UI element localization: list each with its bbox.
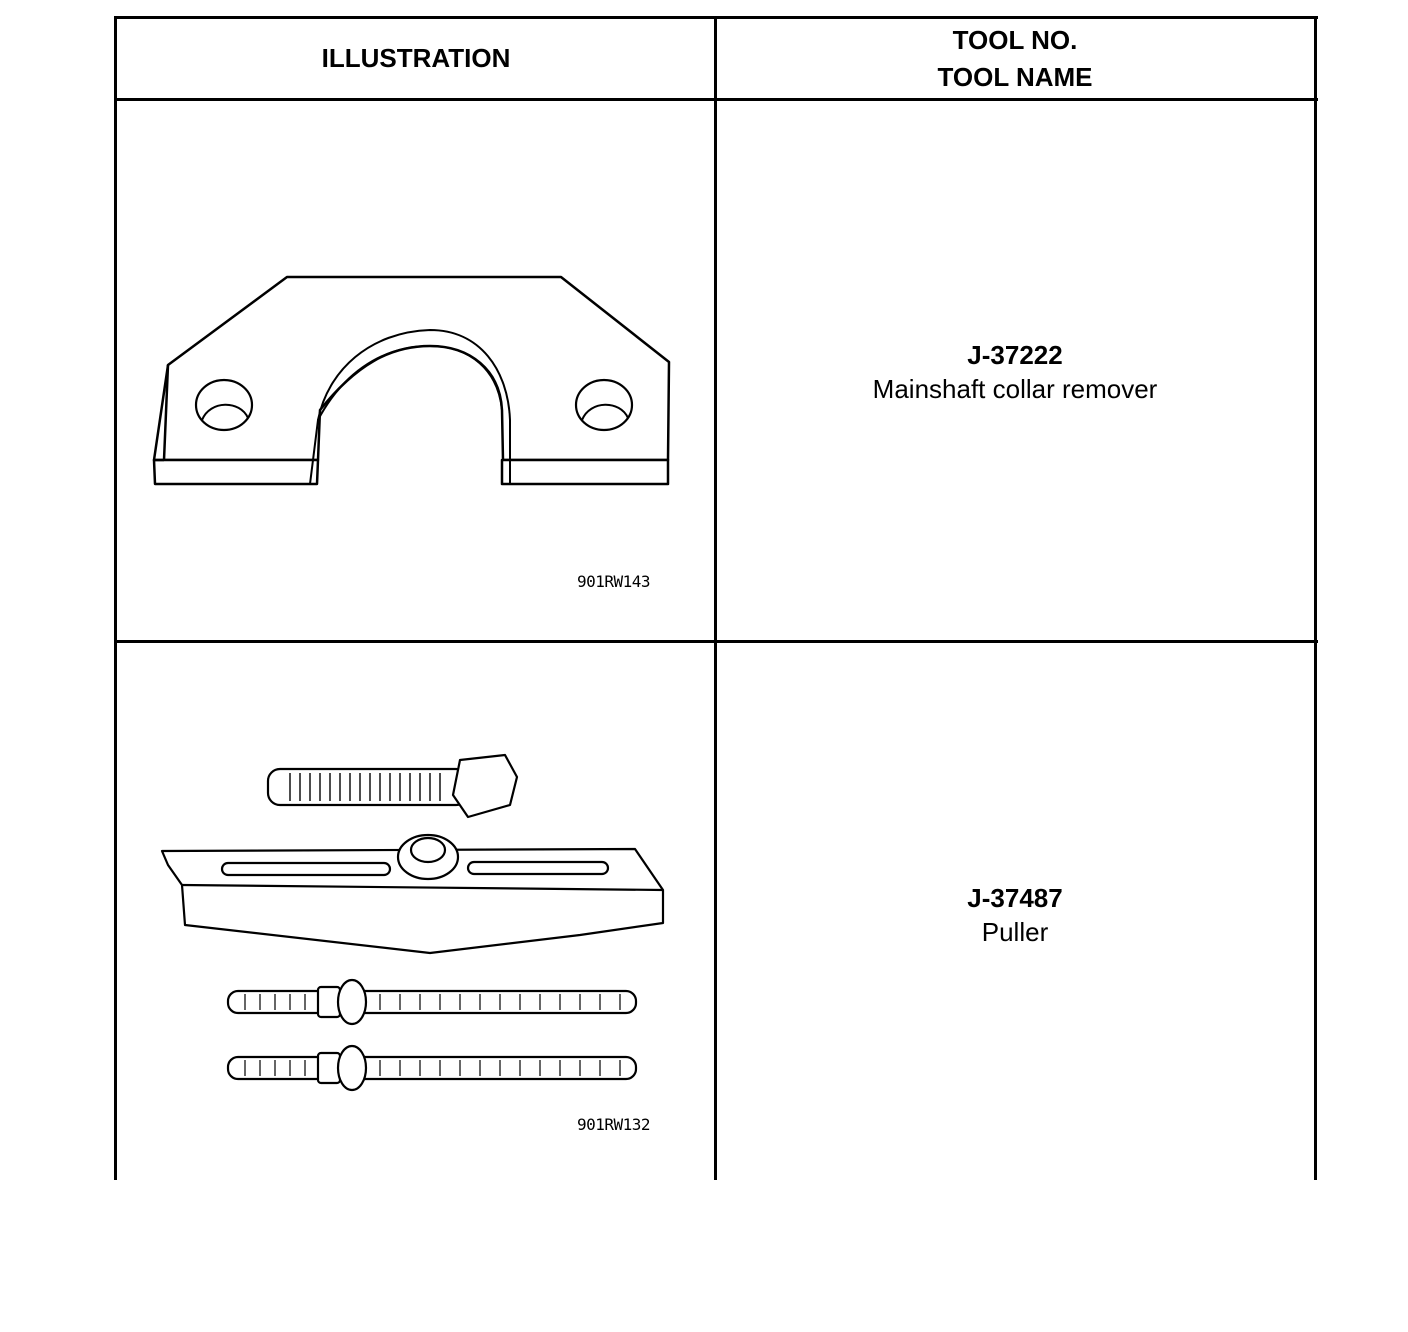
- table-right-border: [1314, 16, 1317, 1180]
- figure-code: 901RW143: [577, 572, 651, 591]
- tool-number: J-37222: [967, 340, 1063, 370]
- tool-name: Puller: [981, 917, 1049, 947]
- header-tool-name: TOOL NAME: [937, 62, 1093, 92]
- tool-entry: [718, 881, 1312, 949]
- figure-code: 901RW132: [577, 1115, 651, 1134]
- header-tool-no: TOOL NO.: [952, 25, 1078, 55]
- header-tool: [718, 22, 1312, 96]
- header-illustration: ILLUSTRATION: [321, 43, 511, 73]
- column-divider: [714, 16, 717, 1180]
- puller-kit-icon: [150, 745, 670, 1090]
- tool-name: Mainshaft collar remover: [872, 374, 1158, 404]
- table-left-border: [114, 16, 117, 1180]
- collar-remover-plate-icon: [140, 260, 690, 500]
- tool-entry: [718, 338, 1312, 406]
- tool-number: J-37487: [967, 883, 1063, 913]
